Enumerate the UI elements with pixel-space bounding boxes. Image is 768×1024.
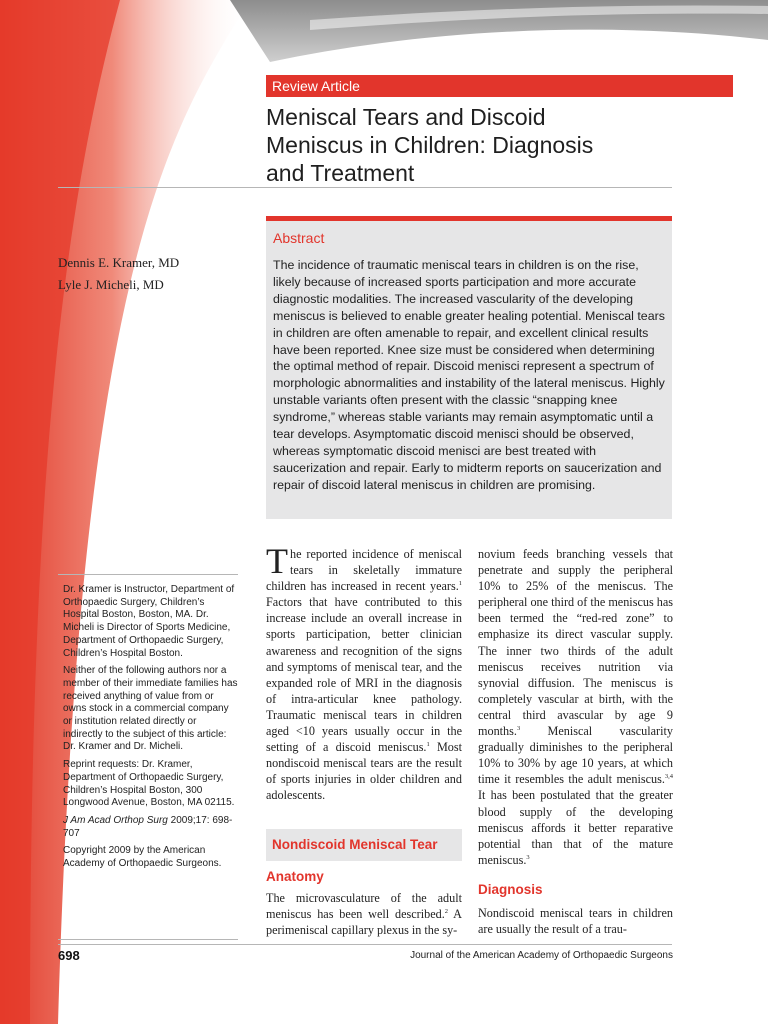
drop-cap: T: [266, 541, 288, 581]
footer-rule: [58, 944, 672, 945]
citation-details: 2009;17: 698-707: [63, 814, 233, 839]
page-number: 698: [58, 948, 80, 963]
author-name: Dennis E. Kramer, MD: [58, 255, 180, 270]
journal-name: Journal of the American Academy of Orthopaedic Surgeons: [410, 950, 673, 961]
anatomy-paragraph: [266, 890, 462, 938]
diagnosis-paragraph: Nondiscoid meniscal tears in children are usually the result of a trau-: [478, 906, 673, 937]
citation-ref: 3,4: [664, 773, 673, 781]
citation-ref: 3: [516, 724, 521, 732]
author-info-sidebar: [58, 574, 238, 940]
paragraph-text: Factors that have contributed to this increase include an overall increase in sports participation, better clinician awareness and recognition of the signs and symptoms of meniscal tear, and the expanded role of MRI in the diagnosis of intra-articular knee pathology. Traumatic meniscal tears in children aged <10 years usually occur in the setting of a discoid meniscus.: [266, 595, 462, 755]
section-heading-nondiscoid: Nondiscoid Meniscal Tear: [266, 829, 462, 861]
citation-text: [63, 815, 238, 840]
paragraph-text: The microvasculature of the adult meniscus has been well described.: [266, 891, 462, 922]
title-line: Meniscus in Children: Diagnosis: [266, 132, 594, 158]
subsection-heading-anatomy: Anatomy: [266, 869, 324, 884]
citation-ref: 1: [458, 580, 462, 588]
article-title: [266, 103, 726, 187]
header-rule: [58, 187, 672, 188]
body-column-left: [266, 541, 462, 804]
author-name: Lyle J. Micheli, MD: [58, 277, 164, 292]
paragraph-text: Meniscal vascularity gradually diminishes to the peripheral 10% to 30% by age 10 years, at which time it resembles the adult meniscus.: [478, 724, 673, 787]
reprint-text: Reprint requests: Dr. Kramer, Department of Orthopaedic Surgery, Children’s Hospital Boston, 300 Longwood Avenue, Boston, MA 02115.: [63, 759, 235, 809]
citation-ref: 1: [426, 741, 430, 749]
paragraph-text: Most nondiscoid meniscal tears are the result of sports injuries in older children and adolescents.: [266, 740, 462, 803]
body-column-right: [478, 546, 673, 868]
title-line: and Treatment: [266, 160, 415, 186]
citation-ref: 3: [526, 853, 530, 861]
disclosure-text: Neither of the following authors nor a member of their immediate families has received anything of value from or owns stock in a commercial company or institution related directly or indirectly to the subject of this article: Dr. Kramer and Dr. Micheli.: [63, 665, 238, 753]
vascularity-paragraph: [478, 546, 673, 868]
affiliations-text: Dr. Kramer is Instructor, Department of Orthopaedic Surgery, Children’s Hospital Boston, Boston, MA. Dr. Micheli is Director of Sports Medicine, Department of Orthopaedic Surgery, Children’s Hospital Boston.: [63, 584, 235, 659]
author-list: [58, 252, 179, 296]
citation-journal: J Am Acad Orthop Surg: [63, 814, 168, 826]
copyright-text: Copyright 2009 by the American Academy of Orthopaedic Surgeons.: [63, 845, 222, 870]
abstract-body: The incidence of traumatic meniscal tears in children is on the rise, likely because of increased sports participation and more accurate diagnostic modalities. The increased vascularity of the developing meniscus is believed to enable greater healing potential. Meniscal tears in children are often amenable to repair, and excellent clinical results have been reported. Knee size must be considered when determining the optimal method of repair. Discoid menisci represent a spectrum of morphologic abnormalities and instability of the lateral meniscus. Highly unstable variants often present with the classic “snapping knee syndrome,” whereas stable variants may remain asymptomatic until a tear develops. Asymptomatic discoid menisci should be observed, whereas symptomatic discoid menisci are best treated with saucerization and repair. Early to midterm reports on saucerization and repair of discoid lateral meniscus in children are promising.: [273, 258, 665, 492]
title-line: Meniscal Tears and Discoid: [266, 104, 546, 130]
paragraph-text: novium feeds branching vessels that penetrate and supply the peripheral 10% to 25% of the meniscus. The peripheral one third of the meniscus has been termed the “red-red zone” to emphasize its direct vascular supply. The inner two thirds of the adult meniscus receives nutrition via synovial diffusion. The meniscus is completely vascular at birth, with the central third avascular by age 9 months.: [478, 547, 673, 739]
paragraph-text: It has been postulated that the greater blood supply of the developing meniscus affords it better reparative potential than that of the mature meniscus.: [478, 788, 673, 867]
abstract-heading: Abstract: [273, 230, 325, 246]
abstract-panel: [266, 221, 672, 519]
section-tag: Review Article: [266, 75, 733, 97]
intro-paragraph: [266, 541, 462, 804]
paragraph-text: he reported incidence of meniscal tears in skeletally immature children has increased in recent years.: [266, 547, 462, 594]
subsection-heading-diagnosis: Diagnosis: [478, 882, 543, 897]
paragraph-text: A perimeniscal capillary plexus in the sy-: [266, 907, 462, 938]
citation-ref: 2: [444, 908, 448, 916]
